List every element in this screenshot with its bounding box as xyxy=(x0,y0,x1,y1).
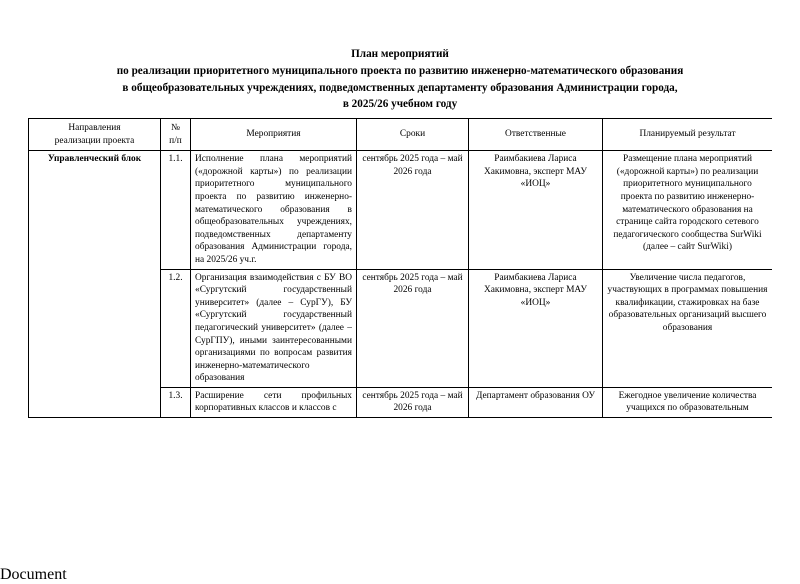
table-header-row xyxy=(29,119,773,151)
column-header-responsible: Ответственные xyxy=(469,119,603,151)
title-line-1: План мероприятий xyxy=(351,48,449,60)
column-header-result: Планируемый результат xyxy=(603,119,773,151)
column-header-terms: Сроки xyxy=(357,119,469,151)
row-term: сентябрь 2025 года – май 2026 года xyxy=(357,387,469,417)
row-result: Размещение плана мероприятий («дорожной карты») по реализации приоритетного муниципального проекта по развитию инженерно-математического образования на странице сайта городского сетевого педагогического сообщества SurWiki (далее – сайт SurWiki) xyxy=(603,151,773,269)
row-number: 1.2. xyxy=(161,269,191,387)
column-header-direction-line2: реализации проекта xyxy=(54,135,135,146)
plan-table-container xyxy=(28,118,772,526)
row-term: сентябрь 2025 года – май 2026 года xyxy=(357,151,469,269)
row-activity: Организация взаимодействия с БУ ВО «Сургутский государственный университет» (далее – СурГУ), БУ «Сургутский государственный педагогический университет» (далее – СурГПУ), иными заинтересованными организациями по вопросам развития инженерно-математического образования xyxy=(191,269,357,387)
column-header-number-line1: № xyxy=(171,123,180,133)
row-number: 1.3. xyxy=(161,387,191,417)
row-activity: Исполнение плана мероприятий («дорожной карты») по реализации приоритетного муниципального проекта по развитию инженерно-математического образования в общеобразовательных учреждениях, подведомственных департаменту образования Администрации города, на 2025/26 уч.г. xyxy=(191,151,357,269)
row-responsible: Департамент образования ОУ xyxy=(469,387,603,417)
column-header-activities: Мероприятия xyxy=(191,119,357,151)
row-activity: Расширение сети профильных корпоративных классов и классов с xyxy=(191,387,357,417)
row-number: 1.1. xyxy=(161,151,191,269)
section-label-management-block: Управленческий блок xyxy=(29,151,161,418)
row-result: Увеличение числа педагогов, участвующих в программах повышения квалификации, стажировках на базе образовательных организаций высшего образования xyxy=(603,269,773,387)
page-title xyxy=(28,46,772,113)
row-responsible: Раимбакиева Лариса Хакимовна, эксперт МАУ «ИОЦ» xyxy=(469,151,603,269)
table-row xyxy=(29,151,773,269)
column-header-direction-line1: Направления xyxy=(68,123,121,133)
column-header-number xyxy=(161,119,191,151)
column-header-direction xyxy=(29,119,161,151)
plan-table xyxy=(28,118,772,418)
row-term: сентябрь 2025 года – май 2026 года xyxy=(357,269,469,387)
title-line-3: в общеобразовательных учреждениях, подведомственных департаменту образования Администрации города, xyxy=(122,81,678,94)
row-responsible: Раимбакиева Лариса Хакимовна, эксперт МАУ «ИОЦ» xyxy=(469,269,603,387)
column-header-number-line2: п/п xyxy=(169,135,182,146)
title-line-2: по реализации приоритетного муниципального проекта по развитию инженерно-математического образования xyxy=(116,64,684,77)
row-result: Ежегодное увеличение количества учащихся по образовательным xyxy=(603,387,773,417)
title-line-4: в 2025/26 учебном году xyxy=(342,98,458,111)
